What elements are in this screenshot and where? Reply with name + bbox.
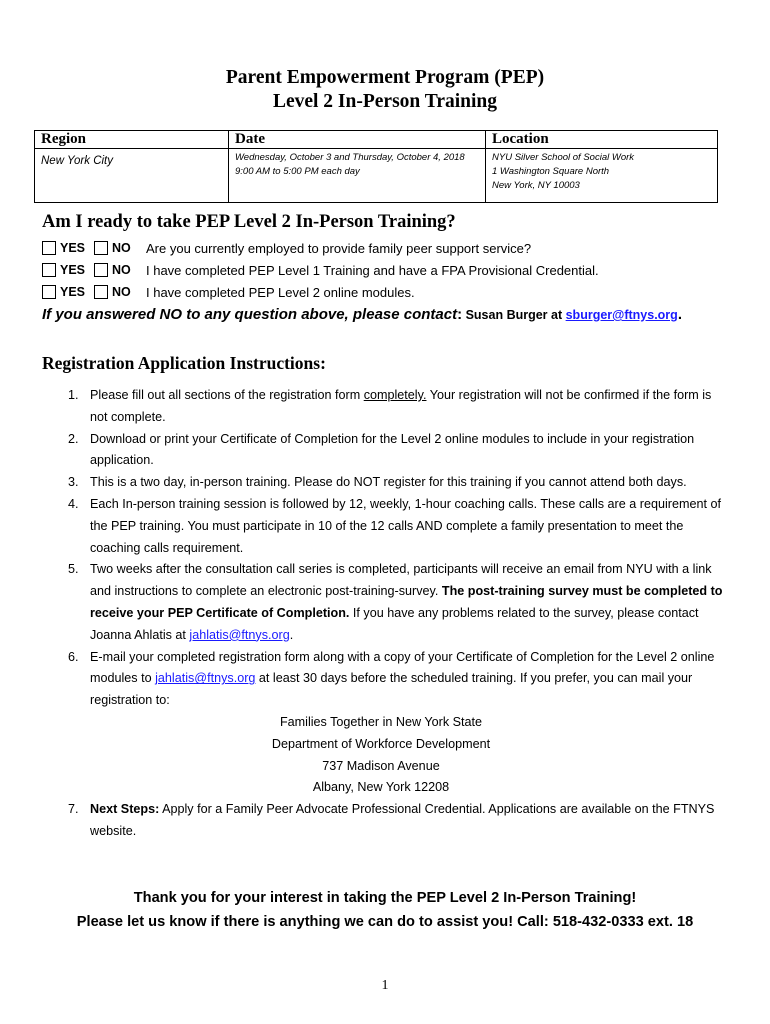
location-city: New York, NY 10003 — [492, 180, 580, 191]
address-city: Albany, New York 12208 — [312, 780, 450, 795]
readiness-question-3 — [42, 282, 415, 302]
no-label: NO — [112, 241, 131, 255]
training-info-table — [34, 130, 718, 203]
list-item — [42, 799, 732, 843]
question-text: Are you currently employed to provide family peer support service? — [146, 240, 532, 256]
no-checkbox-2[interactable] — [94, 263, 108, 277]
header-date: Date — [229, 131, 486, 149]
header-location: Location — [486, 131, 718, 149]
title-line-1: Parent Empowerment Program (PEP) — [225, 67, 545, 88]
no-label: NO — [112, 285, 131, 299]
instructions-heading: Registration Application Instructions: — [42, 353, 326, 373]
step-text: at least 30 days before the scheduled training. If you prefer, you can mail your registration to: — [90, 671, 693, 708]
step-bold-text: Next Steps: — [90, 802, 160, 817]
contact-colon: : — [457, 306, 463, 323]
no-label: NO — [112, 263, 131, 277]
step-text: Each In-person training session is followed by 12, weekly, 1-hour coaching calls. These calls are a requirement of the PEP training. You must participate in 10 of the 12 calls AND complete a family presentation to meet the coaching calls requirement. — [90, 496, 721, 555]
step-number: 7. — [68, 802, 79, 817]
date-days: Wednesday, October 3 and Thursday, October 4, 2018 — [235, 152, 465, 163]
question-text: I have completed PEP Level 1 Training and have a FPA Provisional Credential. — [146, 262, 599, 278]
no-checkbox-3[interactable] — [94, 285, 108, 299]
yes-checkbox-2[interactable] — [42, 263, 56, 277]
step-text: Two weeks after the consultation call series is completed, participants will receive an email from NYU with a link and instructions to complete an electronic post-training-survey. — [90, 562, 712, 599]
step-text: Download or print your Certificate of Completion for the Level 2 online modules to include in your registration application. — [90, 431, 695, 468]
address-dept: Department of Workforce Development — [271, 736, 491, 751]
list-item — [42, 472, 732, 494]
yes-checkbox-3[interactable] — [42, 285, 56, 299]
step-text: . — [289, 627, 294, 642]
step-number: 2. — [68, 431, 79, 446]
contact-email-link[interactable]: sburger@ftnys.org — [565, 308, 678, 322]
survey-contact-email-link[interactable]: jahlatis@ftnys.org — [189, 627, 290, 642]
cell-region: New York City — [35, 149, 229, 203]
contact-lead: If you answered NO to any question above, please contact — [42, 306, 458, 323]
list-item — [42, 385, 732, 429]
registration-email-link[interactable]: jahlatis@ftnys.org — [155, 671, 256, 686]
contact-name: Susan Burger at — [462, 308, 566, 322]
list-item — [42, 494, 732, 559]
yes-label: YES — [60, 241, 86, 255]
document-title — [0, 66, 770, 114]
title-line-2: Level 2 In-Person Training — [272, 91, 498, 112]
step-number: 1. — [68, 388, 79, 402]
closing-message — [0, 886, 770, 934]
header-region: Region — [35, 131, 229, 149]
yes-label: YES — [60, 285, 86, 299]
yes-label: YES — [60, 263, 86, 277]
step-text: Please fill out all sections of the registration form — [90, 388, 364, 402]
page-number: 1 — [381, 978, 389, 993]
contact-line — [42, 306, 682, 323]
closing-call: Please let us know if there is anything we can do to assist you! Call: 518-432-0333 ext. 18 — [76, 914, 694, 930]
readiness-heading: Am I ready to take PEP Level 2 In-Person Training? — [42, 212, 456, 232]
readiness-question-1 — [42, 238, 531, 258]
step-number: 6. — [68, 649, 79, 664]
list-item — [42, 559, 732, 646]
instructions-list — [42, 385, 732, 843]
table-row — [35, 149, 718, 203]
step-number: 4. — [68, 496, 79, 511]
step-number: 5. — [68, 562, 79, 577]
contact-period: . — [677, 306, 682, 323]
step-number: 3. — [68, 475, 79, 490]
cell-date — [229, 149, 486, 203]
address-street: 737 Madison Avenue — [322, 758, 440, 773]
step-emphasis: completely. — [363, 388, 427, 402]
step-text: If you have any problems related to the survey, please contact Joanna Ahlatis at — [90, 605, 699, 642]
yes-checkbox-1[interactable] — [42, 241, 56, 255]
location-street: 1 Washington Square North — [492, 166, 610, 177]
address-org: Families Together in New York State — [279, 714, 483, 729]
closing-thanks: Thank you for your interest in taking the PEP Level 2 In-Person Training! — [133, 890, 637, 906]
step-bold-text: The post-training survey must be completed to receive your PEP Certificate of Completion. — [90, 584, 723, 620]
no-checkbox-1[interactable] — [94, 241, 108, 255]
step-text: E-mail your completed registration form along with a copy of your Certificate of Completion for the Level 2 online modules to — [90, 649, 715, 686]
cell-location — [486, 149, 718, 203]
mailing-address — [90, 712, 732, 799]
step-text: Your registration will not be confirmed if the form is not complete. — [90, 388, 712, 424]
location-name: NYU Silver School of Social Work — [492, 152, 635, 163]
table-header-row — [35, 131, 718, 149]
date-hours: 9:00 AM to 5:00 PM each day — [235, 166, 360, 177]
readiness-question-2 — [42, 260, 599, 280]
list-item — [42, 429, 732, 473]
question-text: I have completed PEP Level 2 online modules. — [146, 284, 415, 300]
list-item — [42, 647, 732, 800]
step-text: This is a two day, in-person training. Please do NOT register for this training if you cannot attend both days. — [90, 475, 687, 490]
step-text: Apply for a Family Peer Advocate Professional Credential. Applications are available on the FTNYS website. — [90, 802, 715, 838]
